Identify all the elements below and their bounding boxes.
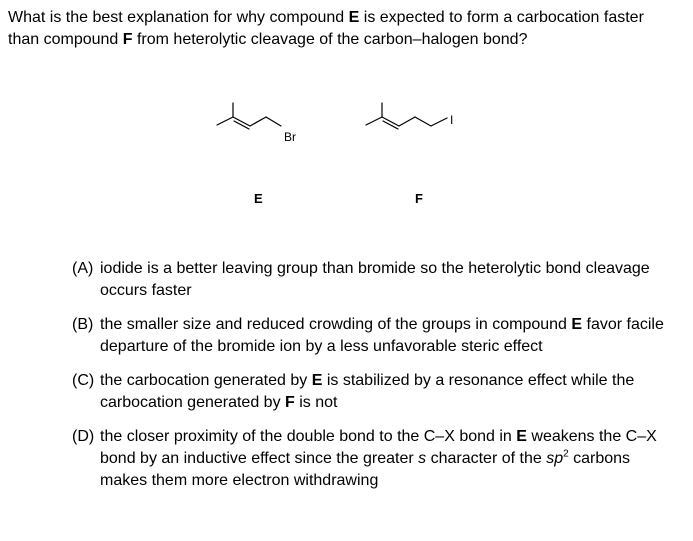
- option-d-text-1: the closer proximity of the double bond to the C–X bond in: [100, 428, 517, 445]
- question-compound-f: F: [122, 31, 133, 48]
- option-a-text: iodide is a better leaving group than bromide so the heterolytic bond cleavage occurs faster: [100, 260, 650, 299]
- structure-f-halogen: I: [450, 113, 454, 127]
- option-c-text-2: is stabilized by a resonance effect while the carbocation generated by: [100, 372, 635, 411]
- structure-e-halogen: Br: [284, 130, 296, 144]
- option-c-letter: (C): [72, 372, 95, 389]
- option-a: [72, 258, 672, 302]
- structure-e: [217, 103, 281, 129]
- option-d-italic-sp: sp: [546, 450, 564, 467]
- answer-options: [72, 258, 672, 504]
- option-c-text-3: is not: [294, 394, 338, 411]
- option-d-text-4: carbons makes them more electron withdrawing: [100, 450, 631, 489]
- option-d: [72, 426, 672, 492]
- option-c-bold-2: F: [285, 394, 295, 411]
- option-c-text-1: the carbocation generated by: [100, 372, 312, 389]
- option-b-bold: E: [571, 316, 583, 333]
- question-part-2: is expected to form a carbocation faster than compound: [8, 9, 644, 48]
- question-part-1: What is the best explanation for why compound: [8, 9, 349, 26]
- question-part-3: from heterolytic cleavage of the carbon–halogen bond?: [132, 31, 528, 48]
- option-d-text-3: character of the: [426, 450, 547, 467]
- option-c: [72, 370, 672, 414]
- structures-figure: [0, 0, 693, 220]
- structure-e-label: E: [254, 191, 263, 206]
- option-a-letter: (A): [72, 260, 94, 277]
- option-d-bold: E: [516, 428, 527, 445]
- option-b-text-2: favor facile departure of the bromide ion by a less unfavorable steric effect: [100, 316, 664, 355]
- option-d-superscript: 2: [563, 448, 569, 460]
- option-c-bold-1: E: [311, 372, 323, 389]
- option-d-italic-s: s: [418, 450, 427, 467]
- question-compound-e: E: [348, 9, 360, 26]
- option-d-letter: (D): [72, 428, 95, 445]
- structure-f: [366, 103, 447, 129]
- option-b-letter: (B): [72, 316, 94, 333]
- option-b-text-1: the smaller size and reduced crowding of the groups in compound: [100, 316, 572, 333]
- structure-f-label: F: [415, 191, 423, 206]
- option-d-text-2: weakens the C–X bond by an inductive effect since the greater: [100, 428, 657, 467]
- option-b: [72, 314, 672, 358]
